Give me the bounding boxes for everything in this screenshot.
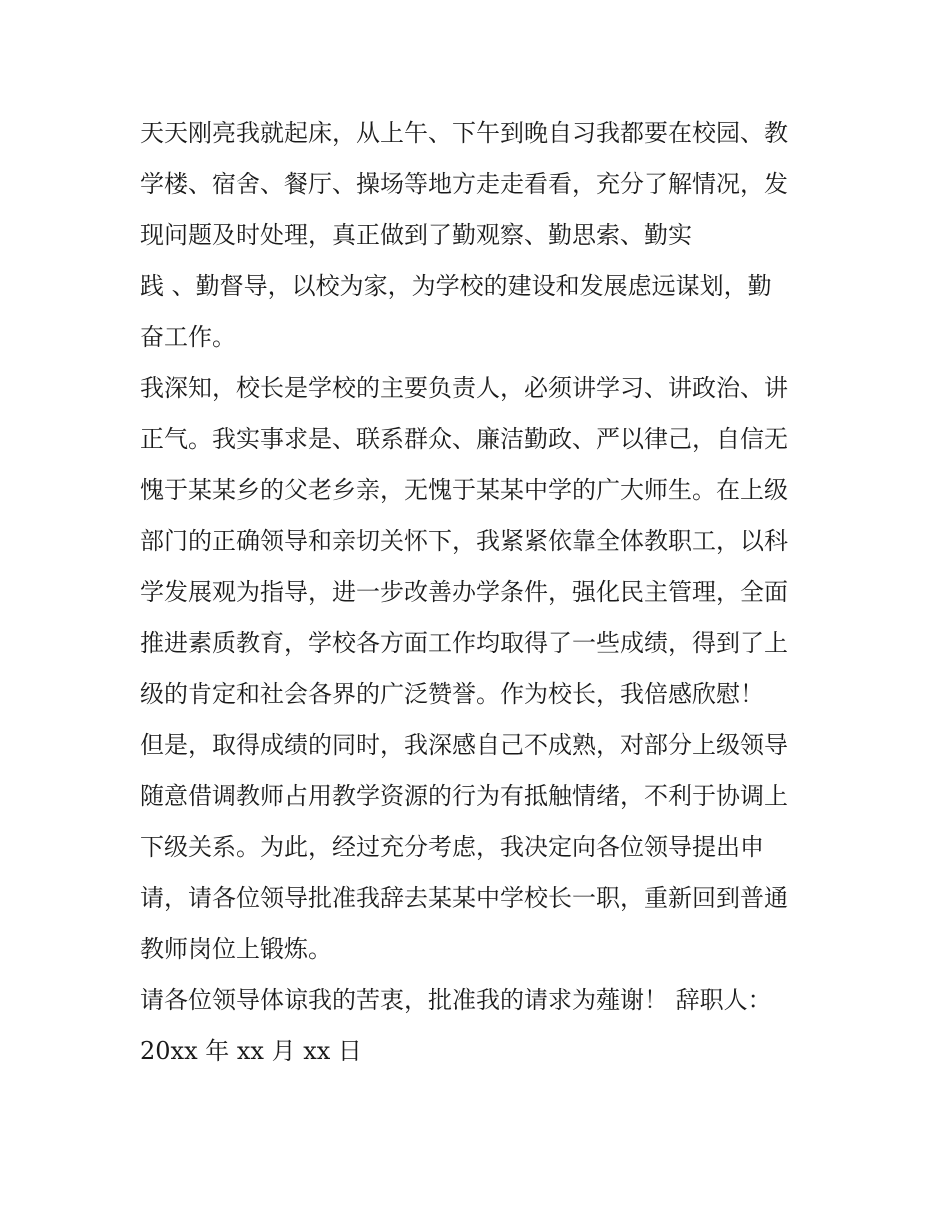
text-line: 随意借调教师占用教学资源的行为有抵触情绪，不利于协调上 (140, 782, 788, 810)
document-body (140, 108, 820, 1077)
text-line: 学楼、宿舍、餐厅、操场等地方走走看看，充分了解情况，发 (140, 170, 788, 198)
text-line: 推进素质教育，学校各方面工作均取得了一些成绩，得到了上 (140, 629, 788, 657)
text-line: 但是，取得成绩的同时，我深感自己不成熟，对部分上级领导 (140, 731, 788, 759)
date-line: 20xx 年 xx 月 xx 日 (140, 1037, 362, 1065)
text-line: 教师岗位上锻炼。 (140, 935, 332, 963)
text-line: 下级关系。为此，经过充分考虑，我决定向各位领导提出申 (140, 833, 764, 861)
text-line: 学发展观为指导，进一步改善办学条件，强化民主管理，全面 (140, 578, 788, 606)
text-line: 现问题及时处理，真正做到了勤观察、勤思索、勤实 (140, 221, 692, 249)
text-line: 部门的正确领导和亲切关怀下，我紧紧依靠全体教职工，以科 (140, 527, 788, 555)
text-line: 天天刚亮我就起床，从上午、下午到晚自习我都要在校园、教 (140, 119, 788, 147)
text-line: 践 、勤督导，以校为家，为学校的建设和发展虑远谋划，勤 (140, 272, 772, 300)
text-line: 正气。我实事求是、联系群众、廉洁勤政、严以律己，自信无 (140, 425, 788, 453)
text-line: 请各位领导体谅我的苦衷，批准我的请求为薤谢！ 辞职人： (140, 986, 772, 1014)
text-line: 级的肯定和社会各界的广泛赞誉。作为校长，我倍感欣慰！ (140, 680, 764, 708)
text-line: 请，请各位领导批准我辞去某某中学校长一职，重新回到普通 (140, 884, 788, 912)
text-line: 奋工作。 (140, 323, 236, 351)
text-line: 我深知，校长是学校的主要负责人，必须讲学习、讲政治、讲 (140, 374, 788, 402)
text-line: 愧于某某乡的父老乡亲，无愧于某某中学的广大师生。在上级 (140, 476, 788, 504)
